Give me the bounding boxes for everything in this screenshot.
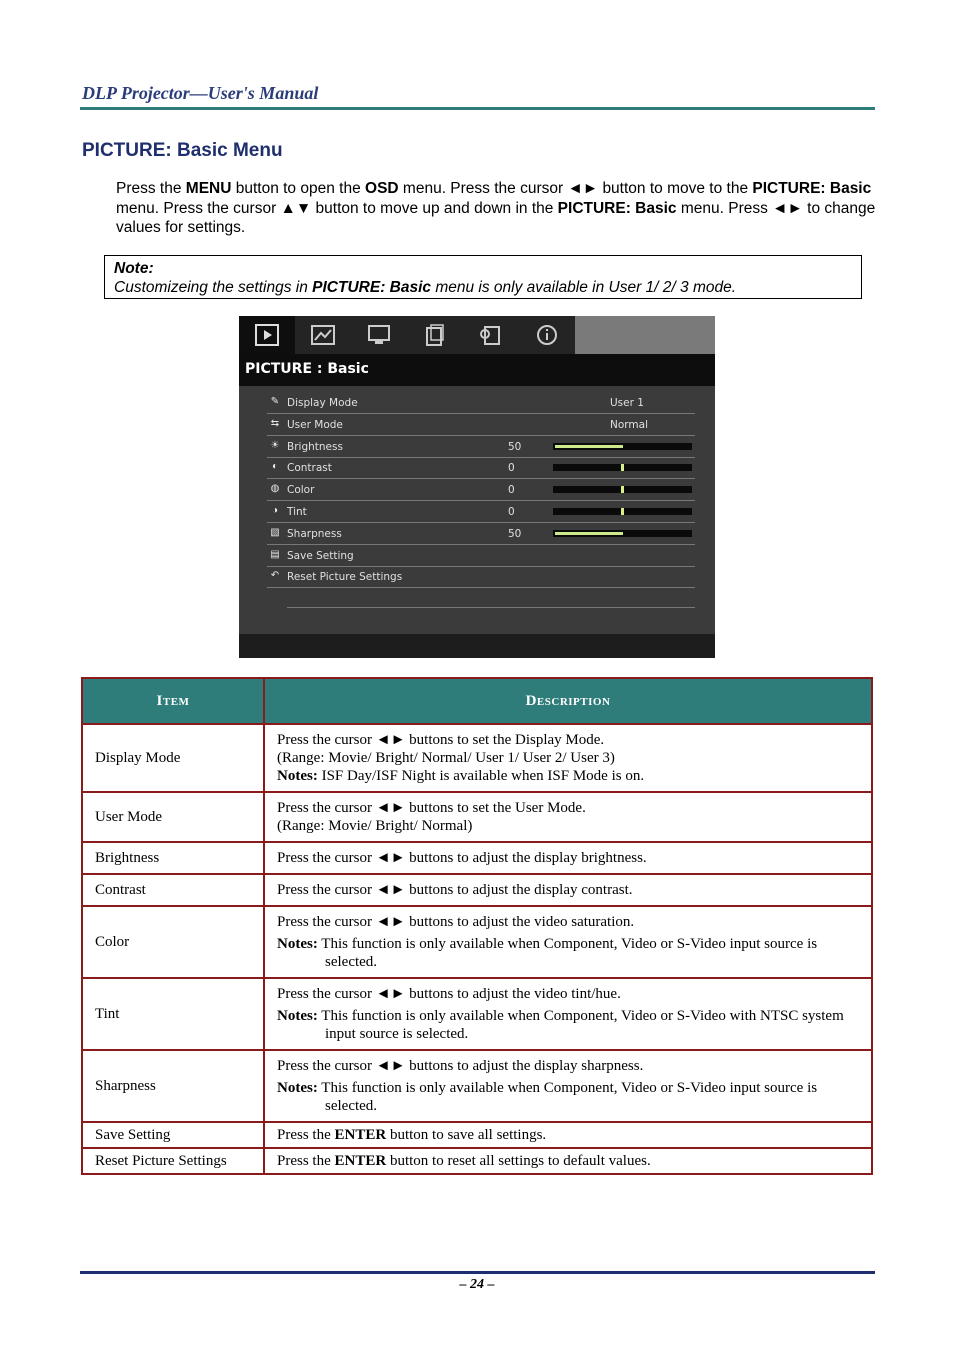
osd-row[interactable]: [267, 414, 695, 436]
item-cell: Brightness: [82, 842, 264, 874]
osd-row-label: Save Setting: [287, 549, 354, 562]
description-line: Press the ENTER button to save all settings.: [277, 1127, 547, 1143]
item-cell: Sharpness: [82, 1050, 264, 1122]
col-description-header: Description: [264, 678, 872, 724]
osd-title: PICTURE : Basic: [245, 361, 369, 377]
display-tab-icon: [351, 316, 407, 354]
picture-advanced-tab-icon: [295, 316, 351, 354]
note-label: Note:: [114, 260, 154, 277]
osd-slider[interactable]: [553, 508, 692, 515]
osd-row-label: Contrast: [287, 462, 332, 475]
display-mode-icon: ✎: [270, 396, 280, 407]
description-cell: [264, 1148, 872, 1174]
osd-footer: [239, 634, 715, 658]
save-icon: ▤: [270, 548, 280, 560]
description-cell: [264, 842, 872, 874]
osd-row[interactable]: [267, 392, 695, 414]
osd-row-label: Tint: [287, 506, 307, 518]
table-row: [82, 842, 872, 874]
table-row: [82, 724, 872, 792]
osd-row-value: 50: [508, 527, 522, 540]
color-icon: ◍: [270, 483, 280, 495]
description-cell: [264, 906, 872, 978]
table-row: [82, 874, 872, 906]
description-line: (Range: Movie/ Bright/ Normal/ User 1/ User 2/ User 3): [277, 750, 615, 766]
osd-slider-thumb: [621, 464, 624, 471]
item-cell: Reset Picture Settings: [82, 1148, 264, 1174]
description-line: Press the cursor ◄► buttons to set the User Mode.: [277, 800, 586, 816]
osd-row-value: User 1: [610, 397, 644, 409]
item-cell: Tint: [82, 978, 264, 1050]
osd-slider[interactable]: [553, 530, 692, 537]
description-notes: Notes: This function is only available when Component, Video or S-Video input source is selected.: [277, 936, 818, 970]
tab-bar-spacer: [575, 316, 715, 354]
description-line: Press the cursor ◄► buttons to adjust the display sharpness.: [277, 1058, 644, 1074]
item-cell: Display Mode: [82, 724, 264, 792]
osd-row[interactable]: [267, 523, 695, 545]
table-row: [82, 906, 872, 978]
osd-screenshot: [239, 316, 715, 658]
osd-row-label: Sharpness: [287, 527, 342, 540]
osd-row-value: 0: [508, 506, 515, 518]
description-line: Press the cursor ◄► buttons to set the Display Mode.: [277, 732, 605, 748]
osd-slider[interactable]: [553, 443, 692, 450]
contrast-icon: ◐: [271, 461, 279, 473]
description-cell: [264, 874, 872, 906]
table-row: [82, 1148, 872, 1174]
osd-row-label: User Mode: [287, 418, 343, 431]
description-line: Press the cursor ◄► buttons to adjust the video tint/hue.: [277, 986, 621, 1002]
osd-row-label: Display Mode: [287, 397, 358, 409]
osd-slider[interactable]: [553, 486, 692, 493]
osd-slider-fill: [555, 532, 623, 535]
col-item-header: Item: [82, 678, 264, 724]
osd-row-value: 0: [508, 462, 515, 475]
user-mode-icon: ⇆: [270, 417, 280, 429]
osd-row[interactable]: [267, 457, 695, 479]
item-cell: Color: [82, 906, 264, 978]
brightness-icon: ☀: [270, 439, 280, 451]
osd-row-value: 50: [508, 440, 522, 453]
description-line: Press the cursor ◄► buttons to adjust the video saturation.: [277, 914, 635, 930]
osd-slider-thumb: [621, 508, 624, 515]
description-cell: [264, 1122, 872, 1148]
osd-empty-row-line: [287, 607, 695, 608]
description-cell: [264, 724, 872, 792]
table-header-row: [82, 678, 872, 724]
osd-row-label: Color: [287, 484, 315, 497]
tint-icon: ◑: [271, 505, 279, 516]
osd-row[interactable]: [267, 566, 695, 588]
table-row: [82, 792, 872, 842]
osd-row-value: 0: [508, 484, 515, 497]
osd-tab-bar: [239, 316, 575, 354]
description-table: [81, 677, 873, 1175]
description-line: Press the ENTER button to reset all settings to default values.: [277, 1153, 651, 1169]
description-line: Press the cursor ◄► buttons to adjust the display brightness.: [277, 850, 647, 866]
sharpness-icon: ▧: [270, 526, 280, 538]
setup-basic-tab-icon: [407, 316, 463, 354]
section-title: PICTURE: Basic Menu: [82, 140, 283, 161]
osd-row-value: Normal: [610, 418, 648, 431]
osd-row-label: Brightness: [287, 440, 343, 453]
osd-slider-thumb: [621, 486, 624, 493]
osd-row[interactable]: [267, 501, 695, 523]
item-cell: Save Setting: [82, 1122, 264, 1148]
description-line: Press the cursor ◄► buttons to adjust the display contrast.: [277, 882, 633, 898]
osd-row[interactable]: [267, 436, 695, 458]
description-line: (Range: Movie/ Bright/ Normal): [277, 818, 473, 834]
table-row: [82, 1122, 872, 1148]
header-rule: [80, 107, 875, 110]
page-number: – 24 –: [459, 1277, 495, 1292]
reset-icon: ↶: [270, 570, 280, 582]
item-cell: User Mode: [82, 792, 264, 842]
picture-basic-tab-icon: [239, 316, 295, 354]
description-cell: [264, 978, 872, 1050]
osd-slider[interactable]: [553, 464, 692, 471]
osd-row[interactable]: [267, 479, 695, 501]
note-box: [104, 255, 862, 299]
setup-advanced-tab-icon: [463, 316, 519, 354]
osd-row-label: Reset Picture Settings: [287, 571, 403, 584]
item-cell: Contrast: [82, 874, 264, 906]
intro-paragraph: Press the MENU button to open the OSD menu. Press the cursor ◄► button to move to the PICTURE: Basic menu. Press the cursor ▲▼ button to move up and down in the PICTURE: Basic menu. Press ◄► to change values for settings.: [116, 180, 876, 236]
description-notes: Notes: ISF Day/ISF Night is available when ISF Mode is on.: [277, 768, 645, 784]
status-tab-icon: [519, 316, 575, 354]
note-text: Customizeing the settings in PICTURE: Basic menu is only available in User 1/ 2/ 3 mode.: [114, 279, 737, 296]
osd-slider-fill: [555, 445, 623, 448]
description-cell: [264, 792, 872, 842]
osd-row[interactable]: [267, 545, 695, 567]
table-row: [82, 978, 872, 1050]
description-notes: Notes: This function is only available when Component, Video or S-Video with NTSC system input source is selected.: [277, 1008, 844, 1042]
table-row: [82, 1050, 872, 1122]
description-cell: [264, 1050, 872, 1122]
running-header: DLP Projector—User's Manual: [82, 83, 319, 103]
description-notes: Notes: This function is only available when Component, Video or S-Video input source is selected.: [277, 1080, 818, 1114]
footer-rule: [80, 1271, 875, 1274]
